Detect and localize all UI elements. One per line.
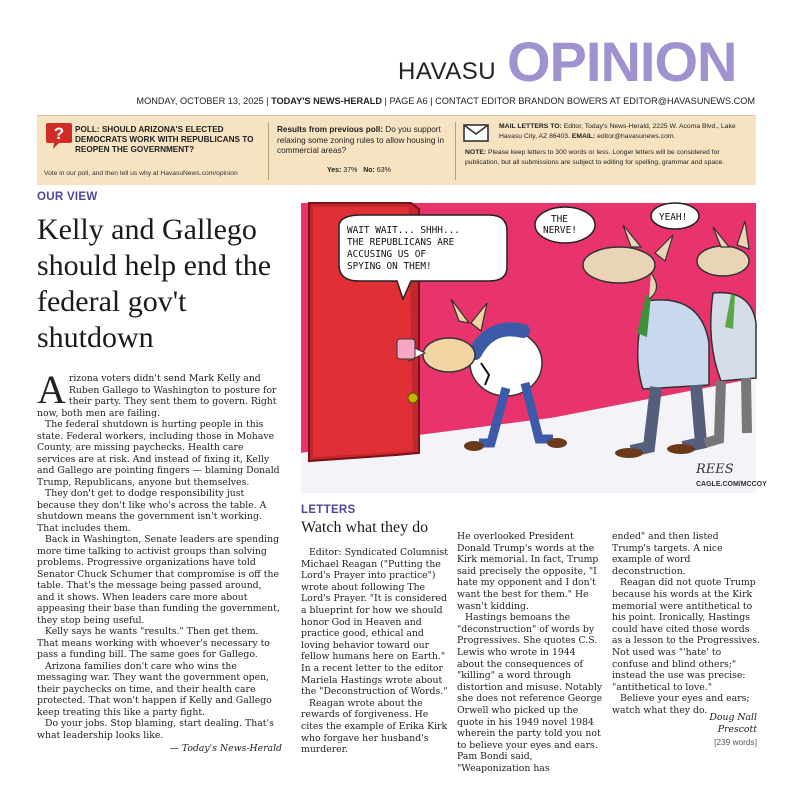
divider [455, 122, 456, 180]
no-value: 63% [376, 167, 391, 174]
drop-cap: A [37, 367, 66, 412]
letters-note [465, 148, 753, 167]
editorial-paragraph: Do your jobs. Stop blaming, start dealing. That's what leadership looks like. [37, 718, 274, 741]
divider [268, 122, 269, 180]
svg-text:THE NERVE!: THE NERVE! [543, 214, 577, 236]
dateline: MONDAY, OCTOBER 13, 2025 | TODAY'S NEWS-HERALD | PAGE A6 | CONTACT EDITOR BRANDON BOWERS AT EDITOR@HAVASUNEWS.COM [136, 96, 755, 106]
letter-paragraph: Editor: Syndicated Columnist Michael Reagan ("Putting the Lord's Prayer into practice") wrote about following The Lord's Prayer. "It is considered a blueprint for how we should honor God in Heaven and practice good, ethical and loving behavior toward our fellow humans here on Earth." In a recent letter to the editor Mariela Hastings wrote about the "Deconstruction of Words." [301, 547, 448, 698]
editorial-paragraph: Back in Washington, Senate leaders are spending more time talking to activist groups than solving problems. Progressive organizations have told Senator Chuck Schumer that compromise is off the table. That's the message being passed around, and it shows. When leaders care more about appeasing their base than funding the government, they stop being useful. [37, 534, 280, 626]
poll-question: POLL: SHOULD ARIZONA'S ELECTED DEMOCRATS WORK WITH REPUBLICANS TO REOPEN THE GOVERNMENT? [75, 125, 254, 154]
editorial-paragraph: The federal shutdown is hurting people in this state. Federal workers, including those in Mohave County, are missing paychecks. Health care services are at risk. And instead of fixing it, Kelly and Gallego are pointing fingers — blaming Donald Trump, Republicans, anyone but themselves. [37, 419, 280, 488]
letter-column-1 [301, 547, 449, 756]
letter-word-count: [239 words] [714, 737, 757, 747]
letter-column-2 [457, 531, 605, 774]
letter-signature [612, 712, 757, 736]
editorial-paragraph: Arizona families don't care who wins the messaging war. They want the government open, their paychecks on time, and their health care protected. That won't happen if Kelly and Gallego keep treating this like a party fight. [37, 660, 272, 718]
letter-paragraph: ended" and then listed Trump's targets. A nice example of word deconstruction. [612, 531, 723, 577]
previous-poll-label: Results from previous poll: [277, 125, 383, 134]
envelope-icon [463, 124, 489, 142]
paper-name: TODAY'S NEWS-HERALD [271, 96, 382, 106]
editorial-headline: Kelly and Gallego should help end the federal gov't shutdown [37, 213, 272, 354]
email-address: editor@havasunews.com. [597, 132, 676, 140]
question-bubble-icon [45, 121, 73, 151]
editorial-paragraph: They don't get to dodge responsibility just because they don't like who's across the table. A shutdown means the government isn't working. That includes them. [37, 488, 267, 534]
editorial-body [37, 367, 282, 741]
letter-paragraph: Reagan wrote about the rewards of forgiveness. He cites the example of Erika Kirk who forgave her husband's murderer. [301, 697, 448, 756]
email-label: EMAIL: [571, 132, 596, 140]
svg-text:CAGLE.COM/MCCOY: CAGLE.COM/MCCOY [696, 481, 767, 488]
editorial-paragraph [37, 367, 282, 419]
brand-havasu: HAVASU [398, 58, 497, 85]
yes-value: 37% [343, 167, 358, 174]
previous-poll-question: Do you support relaxing some zoning rules to allow housing in commercial areas? [277, 125, 445, 155]
note-text: Please keep letters to 300 words or less. Longer letters will be considered for publication, but all submissions are subject to editing for spelling, grammar and space. [465, 149, 725, 166]
date: MONDAY, OCTOBER 13, 2025 [136, 96, 264, 106]
previous-poll-results [327, 167, 391, 174]
letters-kicker: LETTERS [301, 504, 356, 516]
editorial-signature: — Today's News-Herald [169, 743, 282, 754]
cartoon-illustration [301, 203, 767, 493]
svg-text:REES: REES [696, 462, 734, 477]
contact-line: CONTACT EDITOR BRANDON BOWERS AT EDITOR@HAVASUNEWS.COM [435, 96, 755, 106]
letter-paragraph: He overlooked President Donald Trump's words at the Kirk memorial. In fact, Trump said precisely the opposite, "I hate my opponent and I don't want the best for them." He wasn't kidding. [457, 531, 599, 612]
letter-paragraph: Believe your eyes and ears; watch what they do. [612, 693, 750, 716]
letter-headline: Watch what they do [301, 519, 429, 536]
bubble1-line: WAIT WAIT... SHHH... [347, 225, 460, 236]
svg-text:WAIT WAIT... SHHH... THE: WAIT WAIT... SHHH... THE REPUBLICANS ARE ACCUSING US OF SPYING ON THEM! [347, 225, 460, 272]
page-number: PAGE A6 [389, 96, 428, 106]
editorial-kicker: OUR VIEW [37, 191, 98, 203]
letter-author: Doug Nall [709, 712, 757, 723]
no-label: No: [363, 167, 375, 174]
editorial-text: rizona voters didn't send Mark Kelly and Ruben Gallego to Washington to posture for their party. They sent them to govern. Right now, both men are failing. [37, 373, 277, 419]
yes-label: Yes: [327, 167, 342, 174]
mail-letters-to [499, 122, 749, 141]
svg-text:?: ? [53, 124, 65, 143]
svg-text:YEAH!: YEAH! [659, 212, 688, 223]
previous-poll [277, 125, 445, 157]
editorial-paragraph: Kelly says he wants "results." Then get them. That means working with whoever's necessary to pass a funding bill. The same goes for Gallego. [37, 626, 270, 660]
letter-column-3 [612, 531, 760, 717]
info-box [37, 115, 756, 185]
mail-address: Editor, Today's News-Herald, 2225 W. Acoma Blvd., Lake Havasu City, AZ 86403. [499, 123, 736, 140]
letter-city: Prescott [717, 724, 757, 735]
note-label: NOTE: [465, 149, 487, 156]
section-title-opinion: OPINION [507, 30, 737, 93]
letter-paragraph: Reagan did not quote Trump because his words at the Kirk memorial were antithetical to his point. Ironically, Hastings could have cited those words as a lesson to the Progressives. Not used was "'hate' to confuse and blind others;" instead the use was precise: "antithetical to love." [612, 577, 760, 693]
poll-footer: Vote in our poll, and then tell us why at HavasuNews.com/opinion [44, 170, 238, 177]
mail-label: MAIL LETTERS TO: [499, 123, 562, 130]
editorial-cartoon [301, 203, 767, 493]
letter-paragraph: Hastings bemoans the "deconstruction" of words by Progressives. She quotes C.S. Lewis who wrote in 1944 about the consequences of "killing" a word through distortion and misuse. Notably she does not reference George Orwell who picked up the quote in his 1949 novel 1984 wherein the party told you not to believe your eyes and ears. Pam Bondi said, "Weaponization has [457, 612, 603, 774]
